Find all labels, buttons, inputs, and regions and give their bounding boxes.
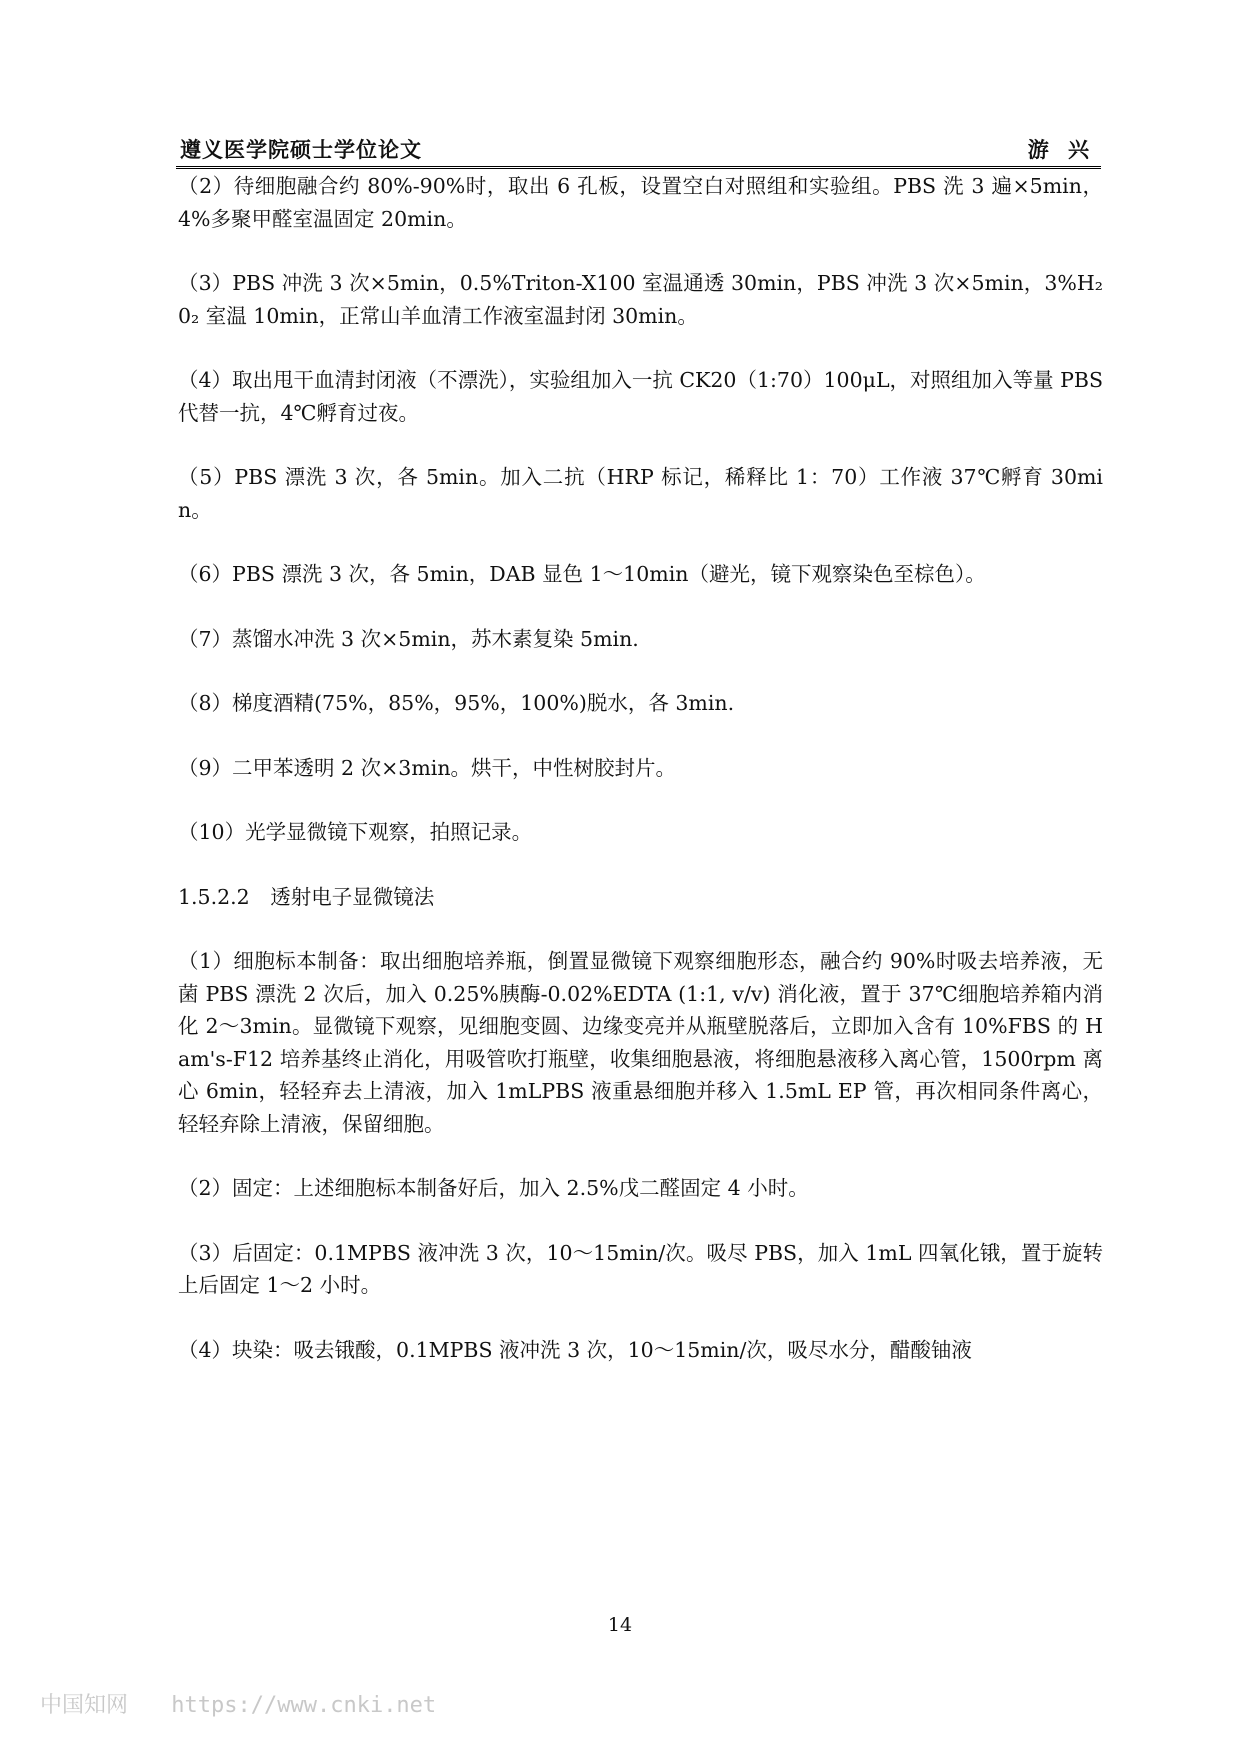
paragraph-step-9: （9）二甲苯透明 2 次×3min。烘干，中性树胶封片。 (178, 755, 677, 780)
paragraph-step-8: （8）梯度酒精(75%，85%，95%，100%)脱水，各 3min. (178, 691, 735, 715)
watermark-url: https://www.cnki.net (171, 1693, 437, 1718)
paragraph-step-10: （10）光学显微镜下观察，拍照记录。 (178, 820, 533, 844)
watermark (40, 1688, 436, 1719)
page-number: 14 (607, 1614, 633, 1636)
paragraph-step-7: （7）蒸馏水冲洗 3 次×5min，苏木素复染 5min. (178, 626, 639, 651)
running-header (176, 128, 1101, 169)
paragraph-tem-step-3: （3）后固定：0.1MPBS 液冲洗 3 次，10～15min/次。吸尽 PBS，加入 1mL 四氧化锇，置于旋转上后固定 1～2 小时。 (178, 1240, 1103, 1297)
section-heading-tem: 1.5.2.2 透射电子显微镜法 (178, 884, 435, 909)
paragraph-step-5: （5）PBS 漂洗 3 次，各 5min。加入二抗（HRP 标记，稀释比 1：70）工作液 37℃孵育 30min。 (178, 465, 1103, 522)
paragraph-step-2: （2）待细胞融合约 80%-90%时，取出 6 孔板，设置空白对照组和实验组。PBS 洗 3 遍×5min，4%多聚甲醛室温固定 20min。 (178, 174, 1103, 231)
header-author: 游 兴 (1027, 137, 1095, 162)
paragraph-tem-step-4: （4）块染：吸去锇酸，0.1MPBS 液冲洗 3 次，10～15min/次，吸尽水分，醋酸铀液 (178, 1337, 972, 1362)
paragraph-tem-step-1: （1）细胞标本制备：取出细胞培养瓶，倒置显微镜下观察细胞形态，融合约 90%时吸去培养液，无菌 PBS 漂洗 2 次后，加入 0.25%胰酶-0.02%EDTA (1:1, v/v) 消化液，置于 37℃细胞培养箱内消化 2～3min。显微镜下观察，见细胞变圆、边缘变亮并从瓶壁脱落后，立即加入含有 10%FBS 的 Ham's-F12 培养基终止消化，用吸管吹打瓶壁，收集细胞悬液，将细胞悬液移入离心管，1500rpm 离心 6min，轻轻弃去上清液，加入 1mLPBS 液重悬细胞并移入 1.5mL EP 管，再次相同条件离心，轻轻弃除上清液，保留细胞。 (178, 949, 1103, 1136)
header-thesis-title: 遵义医学院硕士学位论文 (180, 137, 422, 162)
paragraph-step-4: （4）取出甩干血清封闭液（不漂洗），实验组加入一抗 CK20（1:70）100μL，对照组加入等量 PBS 代替一抗，4℃孵育过夜。 (178, 368, 1103, 425)
watermark-brand: 中国知网 (40, 1693, 129, 1718)
paragraph-step-3: （3）PBS 冲洗 3 次×5min，0.5%Triton-X100 室温通透 30min，PBS 冲洗 3 次×5min，3%H₂0₂ 室温 10min，正常山羊血清工作液室温封闭 30min。 (178, 271, 1103, 328)
paragraph-step-6: （6）PBS 漂洗 3 次，各 5min，DAB 显色 1～10min（避光，镜下观察染色至棕色）。 (178, 562, 986, 586)
body-text (178, 170, 1103, 1398)
paragraph-tem-step-2: （2）固定：上述细胞标本制备好后，加入 2.5%戊二醛固定 4 小时。 (178, 1176, 809, 1200)
